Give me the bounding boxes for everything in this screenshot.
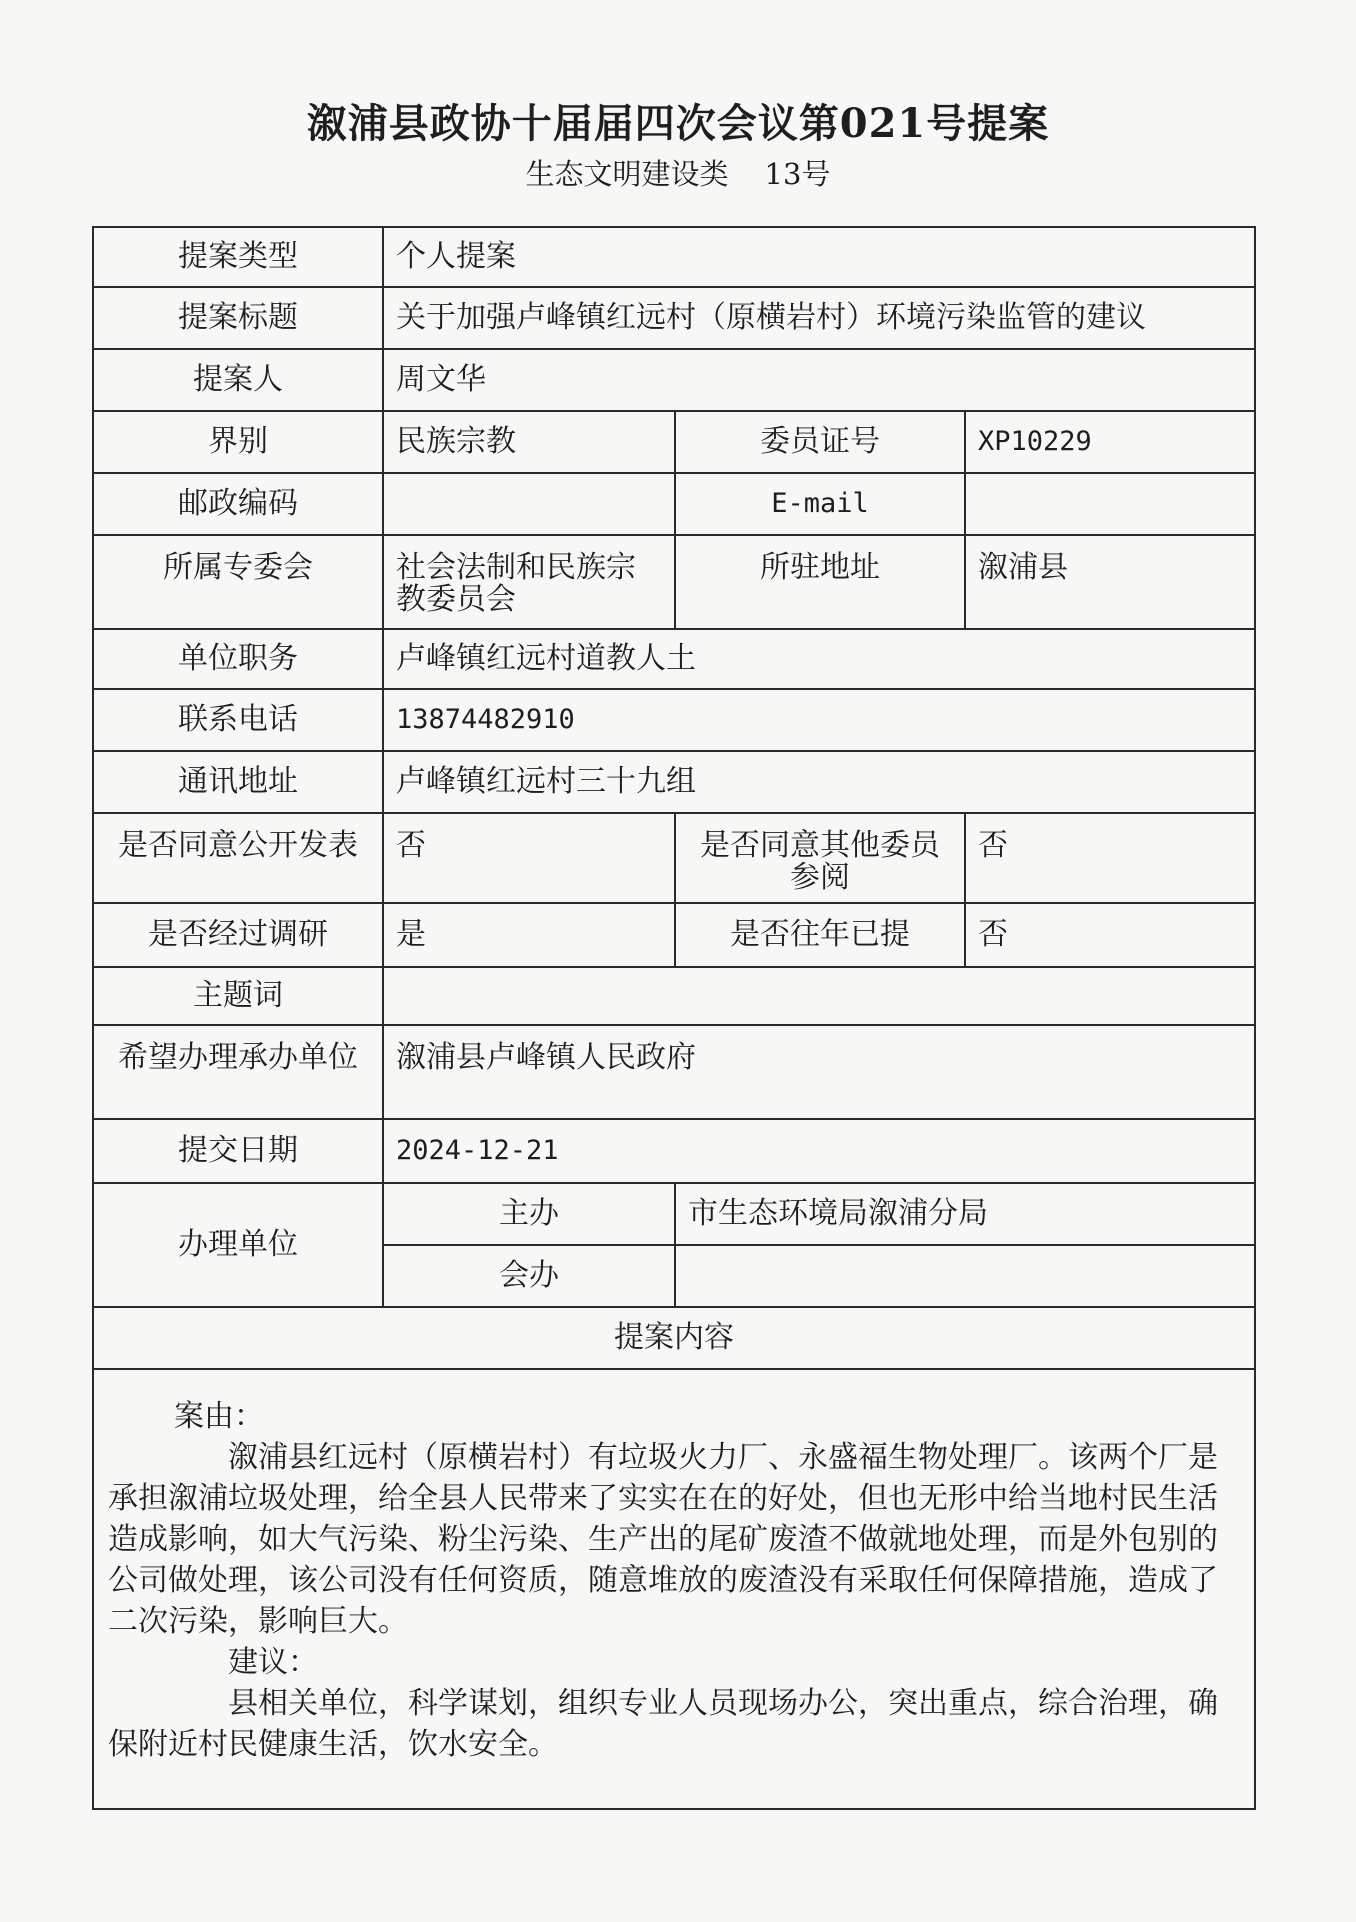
content-header: 提案内容 — [93, 1307, 1255, 1369]
postal-code-value — [383, 473, 675, 535]
sector-label: 界别 — [93, 411, 383, 473]
category-number: 13号 — [764, 157, 831, 191]
position-label: 单位职务 — [93, 629, 383, 689]
proposal-content — [93, 1369, 1255, 1809]
member-id-value: XP10229 — [965, 411, 1255, 473]
phone-value: 13874482910 — [383, 689, 1255, 751]
submit-date-value: 2024-12-21 — [383, 1119, 1255, 1183]
keywords-label: 主题词 — [93, 967, 383, 1025]
agree-others-read-label: 是否同意其他委员参阅 — [675, 813, 965, 903]
researched-label: 是否经过调研 — [93, 903, 383, 967]
proposal-title-label: 提案标题 — [93, 287, 383, 349]
lead-unit-label: 主办 — [383, 1183, 675, 1245]
category: 生态文明建设类 — [525, 157, 729, 191]
cause-label: 案由： — [174, 1399, 264, 1434]
mail-address-value: 卢峰镇红远村三十九组 — [383, 751, 1255, 813]
agree-others-read-value: 否 — [965, 813, 1255, 903]
committee-value: 社会法制和民族宗教委员会 — [383, 535, 675, 629]
hoped-handler-value: 溆浦县卢峰镇人民政府 — [383, 1025, 1255, 1119]
email-label: E-mail — [675, 473, 965, 535]
proposed-before-label: 是否往年已提 — [675, 903, 965, 967]
assist-unit-value — [675, 1245, 1255, 1307]
proposal-title-value: 关于加强卢峰镇红远村（原横岩村）环境污染监管的建议 — [383, 287, 1255, 349]
proposal-type-value: 个人提案 — [383, 227, 1255, 287]
address-based-value: 溆浦县 — [965, 535, 1255, 629]
proposer-value: 周文华 — [383, 349, 1255, 411]
member-id-label: 委员证号 — [675, 411, 965, 473]
hoped-handler-label: 希望办理承办单位 — [93, 1025, 383, 1119]
agree-publish-value: 否 — [383, 813, 675, 903]
cause-text: 溆浦县红远村（原横岩村）有垃圾火力厂、永盛福生物处理厂。该两个厂是承担溆浦垃圾处理，给全县人民带来了实实在在的好处，但也无形中给当地村民生活造成影响，如大气污染、粉尘污染、生产出的尾矿废渣不做就地处理，而是外包别的公司做处理，该公司没有任何资质，随意堆放的废渣没有采取任何保障措施，造成了二次污染，影响巨大。 — [108, 1440, 1218, 1639]
position-value: 卢峰镇红远村道教人土 — [383, 629, 1255, 689]
phone-label: 联系电话 — [93, 689, 383, 751]
agree-publish-label: 是否同意公开发表 — [93, 813, 383, 903]
proposed-before-value: 否 — [965, 903, 1255, 967]
document-subtitle — [0, 152, 1356, 193]
mail-address-label: 通讯地址 — [93, 751, 383, 813]
proposal-form — [92, 226, 1256, 1810]
suggestion-text: 县相关单位，科学谋划，组织专业人员现场办公，突出重点，综合治理，确保附近村民健康生活，饮水安全。 — [108, 1686, 1218, 1762]
proposal-type-label: 提案类型 — [93, 227, 383, 287]
postal-code-label: 邮政编码 — [93, 473, 383, 535]
proposer-label: 提案人 — [93, 349, 383, 411]
lead-unit-value: 市生态环境局溆浦分局 — [675, 1183, 1255, 1245]
submit-date-label: 提交日期 — [93, 1119, 383, 1183]
handling-unit-label: 办理单位 — [93, 1183, 383, 1307]
committee-label: 所属专委会 — [93, 535, 383, 629]
researched-value: 是 — [383, 903, 675, 967]
suggestion-label: 建议： — [228, 1645, 318, 1680]
assist-unit-label: 会办 — [383, 1245, 675, 1307]
keywords-value — [383, 967, 1255, 1025]
document-title: 溆浦县政协十届届四次会议第021号提案 — [306, 100, 1050, 147]
sector-value: 民族宗教 — [383, 411, 675, 473]
email-value — [965, 473, 1255, 535]
address-based-label: 所驻地址 — [675, 535, 965, 629]
